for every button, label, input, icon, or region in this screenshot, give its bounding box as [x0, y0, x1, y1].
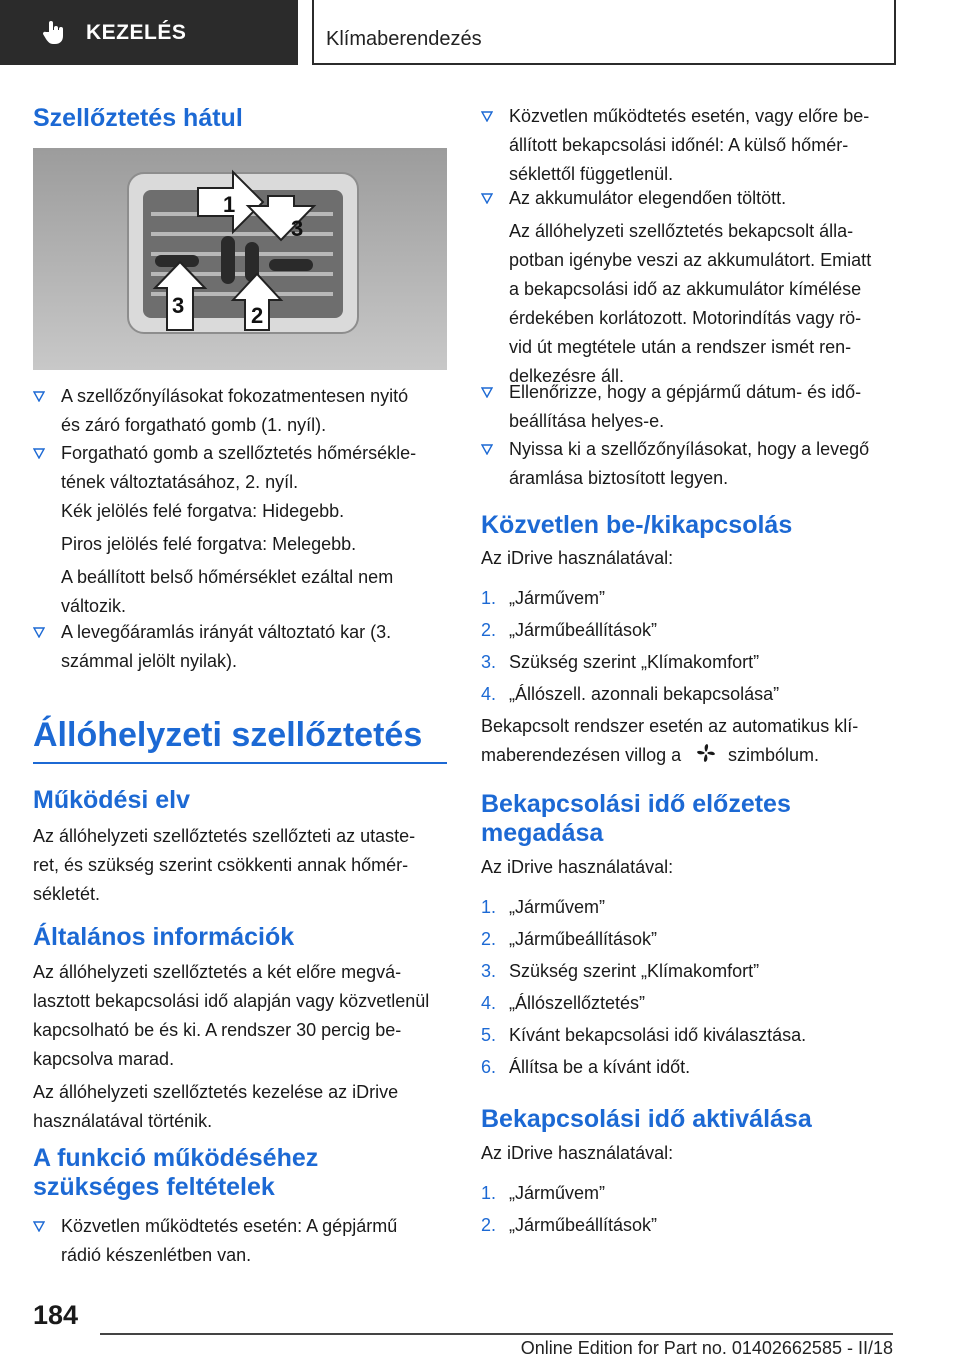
- step-text: „Állószell. azonnali bekapcsolása”: [509, 684, 780, 704]
- bullet-text: Nyissa ki a szellőzőnyílásokat, hogy a levegő: [509, 439, 870, 459]
- body-text: Az állóhelyzeti szellőztetés a két előre megvá-: [33, 962, 402, 982]
- bullet-text: rádió készenlétben van.: [61, 1245, 252, 1265]
- step-text: „Járművem”: [509, 588, 606, 608]
- bullet-text: állított bekapcsolási időnél: A külső hőmér-: [509, 135, 849, 155]
- step-text: „Járműbeállítások”: [509, 620, 658, 640]
- vent-label-1: 1: [223, 192, 236, 217]
- body-text: kapcsolható be és ki. A rendszer 30 percig be-: [33, 1020, 402, 1040]
- bullet-text: Ellenőrizze, hogy a gépjármű dátum- és idő-: [509, 382, 862, 402]
- step-number: 3.: [481, 961, 497, 981]
- fan-icon: [694, 741, 718, 765]
- section-tab[interactable]: [0, 0, 298, 65]
- body-text: Az állóhelyzeti szellőztetés kezelése az iDrive: [33, 1082, 399, 1102]
- heading-direct: Közvetlen be-/kikapcsolás: [481, 511, 793, 539]
- body-text: maberendezésen villog a: [481, 745, 682, 765]
- sub-text: Kék jelölés felé forgatva: Hidegebb.: [61, 501, 345, 521]
- bullet-text: Közvetlen működtetés esetén: A gépjármű: [61, 1216, 398, 1236]
- vent-label-2: 2: [251, 303, 264, 328]
- bullet-triangle-icon: [481, 386, 493, 398]
- step-number: 4.: [481, 993, 497, 1013]
- bullet-text: Közvetlen működtetés esetén, vagy előre be-: [509, 106, 870, 126]
- sub-text: Piros jelölés felé forgatva: Melegebb.: [61, 534, 357, 554]
- step-number: 5.: [481, 1025, 497, 1045]
- heading-rule: [33, 762, 447, 764]
- bullet-triangle-icon: [481, 443, 493, 455]
- heading-principle: Működési elv: [33, 786, 190, 814]
- body-text: ret, és szükség szerint csökkenti annak hőmér-: [33, 855, 409, 875]
- bullet-triangle-icon: [33, 1220, 45, 1232]
- bullet-triangle-icon: [481, 192, 493, 204]
- vent-label-3-left: 3: [172, 293, 185, 318]
- sub-text: vid út megtétele után a rendszer ismét ren-: [509, 337, 852, 357]
- step-text: „Állószellőztetés”: [509, 993, 646, 1013]
- sub-text: érdekében korlátozott. Motorindítás vagy rö-: [509, 308, 862, 328]
- bullet-triangle-icon: [33, 390, 45, 402]
- heading-conditions-2: szükséges feltételek: [33, 1173, 275, 1201]
- idrive-intro: Az iDrive használatával:: [481, 857, 674, 877]
- sub-text: a bekapcsolási idő az akkumulátor kímélése: [509, 279, 862, 299]
- heading-rear-ventilation: Szellőztetés hátul: [33, 104, 243, 132]
- bullet-text: A levegőáramlás irányát változtató kar (3.: [61, 622, 392, 642]
- heading-preset-1: Bekapcsolási idő előzetes: [481, 790, 791, 818]
- heading-general: Általános információk: [33, 923, 295, 951]
- bullet-text: Forgatható gomb a szellőztetés hőmérsékle-: [61, 443, 417, 463]
- step-number: 2.: [481, 929, 497, 949]
- bullet-text: számmal jelölt nyilak).: [61, 651, 238, 671]
- heading-parking-ventilation: Állóhelyzeti szellőztetés: [33, 716, 423, 754]
- heading-preset-2: megadása: [481, 819, 604, 847]
- step-text: Szükség szerint „Klímakomfort”: [509, 961, 760, 981]
- body-text: Az állóhelyzeti szellőztetés szellőzteti az utaste-: [33, 826, 416, 846]
- page-number: 184: [33, 1300, 79, 1330]
- bullet-text: séklettől függetlenül.: [509, 164, 674, 184]
- bullet-text: A szellőzőnyílásokat fokozatmentesen nyitó: [61, 386, 409, 406]
- bullet-text: Az akkumulátor elegendően töltött.: [509, 188, 787, 208]
- bullet-text: tének változtatásához, 2. nyíl.: [61, 472, 299, 492]
- step-number: 2.: [481, 620, 497, 640]
- edition-note: Online Edition for Part no. 01402662585 - II/18: [520, 1338, 893, 1358]
- hand-pointer-icon: [40, 19, 68, 47]
- step-number: 4.: [481, 684, 497, 704]
- body-text: használatával történik.: [33, 1111, 213, 1131]
- step-text: Kívánt bekapcsolási idő kiválasztása.: [509, 1025, 807, 1045]
- body-text: sékletét.: [33, 884, 101, 904]
- heading-activate: Bekapcsolási idő aktiválása: [481, 1105, 812, 1133]
- heading-conditions-1: A funkció működéséhez: [33, 1144, 319, 1172]
- step-text: „Járművem”: [509, 1183, 606, 1203]
- rear-vent-photo: [33, 148, 447, 370]
- step-number: 1.: [481, 897, 497, 917]
- idrive-intro: Az iDrive használatával:: [481, 1143, 674, 1163]
- bullet-triangle-icon: [481, 110, 493, 122]
- sub-text: delkezésre áll.: [509, 366, 625, 386]
- step-text: „Járműbeállítások”: [509, 1215, 658, 1235]
- step-number: 3.: [481, 652, 497, 672]
- sub-text: Az állóhelyzeti szellőztetés bekapcsolt álla-: [509, 221, 854, 241]
- sub-text: változik.: [61, 596, 127, 616]
- step-number: 2.: [481, 1215, 497, 1235]
- sub-text: A beállított belső hőmérséklet ezáltal nem: [61, 567, 394, 587]
- body-text: Bekapcsolt rendszer esetén az automatikus klí-: [481, 716, 859, 736]
- body-text: kapcsolva marad.: [33, 1049, 175, 1069]
- sub-text: potban igénybe veszi az akkumulátort. Emiatt: [509, 250, 872, 270]
- section-label: KEZELÉS: [86, 20, 187, 44]
- step-text: „Járműbeállítások”: [509, 929, 658, 949]
- vent-label-3-right: 3: [291, 216, 304, 241]
- step-text: Állítsa be a kívánt időt.: [509, 1057, 691, 1077]
- bullet-text: beállítása helyes-e.: [509, 411, 665, 431]
- step-text: Szükség szerint „Klímakomfort”: [509, 652, 760, 672]
- step-number: 1.: [481, 1183, 497, 1203]
- bullet-text: és záró forgatható gomb (1. nyíl).: [61, 415, 327, 435]
- chapter-header: [312, 0, 896, 65]
- idrive-intro: Az iDrive használatával:: [481, 548, 674, 568]
- bullet-triangle-icon: [33, 447, 45, 459]
- body-text: szimbólum.: [728, 745, 820, 765]
- step-number: 1.: [481, 588, 497, 608]
- footer-rule: [100, 1333, 893, 1335]
- bullet-text: áramlása biztosított legyen.: [509, 468, 729, 488]
- body-text: lasztott bekapcsolási idő alapján vagy közvetlenül: [33, 991, 430, 1011]
- step-number: 6.: [481, 1057, 497, 1077]
- step-text: „Járművem”: [509, 897, 606, 917]
- chapter-title: Klímaberendezés: [326, 28, 482, 50]
- bullet-triangle-icon: [33, 626, 45, 638]
